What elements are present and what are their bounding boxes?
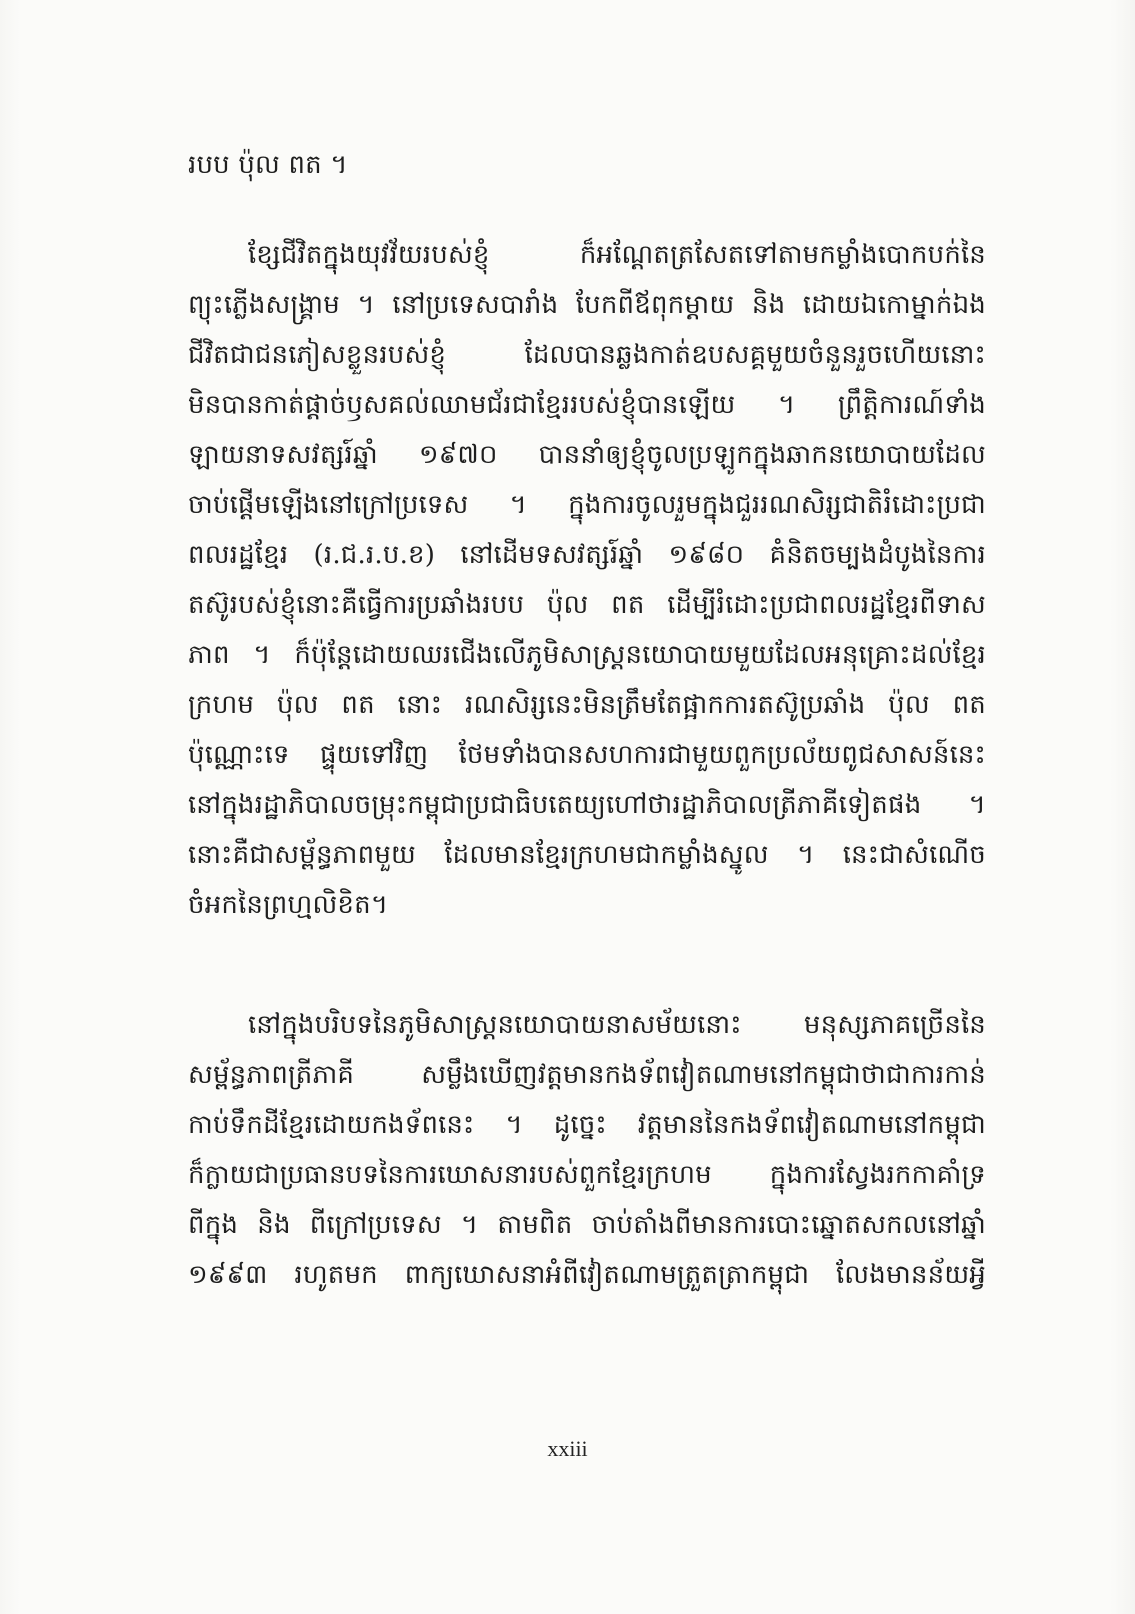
paragraph-line: នៅក្នុងរដ្ឋាភិបាលចម្រុះកម្ពុជាប្រជាធិបតេយ្យហៅថារដ្ឋាភិបាលត្រីភាគីទៀតផង ។ xyxy=(188,790,986,820)
paragraph-line: ខ្សែជីវិតក្នុងយុវវ័យរបស់ខ្ញុំ ក៏អណ្តែតត្រសែតទៅតាមកម្លាំងបោកបក់នៃ xyxy=(248,240,986,270)
paragraph-line: ចាប់ផ្តើមឡើងនៅក្រៅប្រទេស ។ ក្នុងការចូលរួមក្នុងជួររណសិរ្សជាតិរំដោះប្រជា xyxy=(188,490,986,520)
paragraph-line: ក្រហម ប៉ុល ពត នោះ រណសិរ្សនេះមិនត្រឹមតែផ្អាកការតស៊ូប្រឆាំង ប៉ុល ពត xyxy=(188,690,986,720)
paragraph-line: ចំអកនៃព្រហ្មលិខិត។ xyxy=(188,890,389,920)
paragraph-line: ព្យុះភ្លើងសង្គ្រាម ។ នៅប្រទេសបារាំង បែកពីឪពុកម្តាយ និង ដោយឯកោម្នាក់ឯង xyxy=(188,290,986,320)
paragraph-line: ភាព ។ ក៏ប៉ុន្តែដោយឈរជើងលើភូមិសាស្ត្រនយោបាយមួយដែលអនុគ្រោះដល់ខ្មែរ xyxy=(188,640,986,670)
paragraph-line: ពលរដ្ឋខ្មែរ (រ.ជ.រ.ប.ខ) នៅដើមទសវត្សរ៍ឆ្នាំ ១៩៨០ គំនិតចម្បងដំបូងនៃការ xyxy=(188,540,986,570)
paragraph-line: ជីវិតជាជនភៀសខ្លួនរបស់ខ្ញុំ ដែលបានឆ្លងកាត់ឧបសគ្គមួយចំនួនរួចហើយនោះ xyxy=(188,340,986,370)
paragraph-line: តស៊ូរបស់ខ្ញុំនោះគឺធ្វើការប្រឆាំងរបប ប៉ុល ពត ដើម្បីរំដោះប្រជាពលរដ្ឋខ្មែរពីទាស xyxy=(188,590,986,620)
continuation-line-block xyxy=(188,140,986,190)
paragraph-2 xyxy=(188,1000,986,1300)
page-number: xxiii xyxy=(547,1436,588,1461)
paragraph-line: ក៏ក្លាយជាប្រធានបទនៃការឃោសនារបស់ពួកខ្មែរក្រហម ក្នុងការស្វែងរកកាគាំទ្រ xyxy=(188,1160,986,1190)
paragraph-line: នៅក្នុងបរិបទនៃភូមិសាស្ត្រនយោបាយនាសម័យនោះ មនុស្សភាគច្រើននៃ xyxy=(248,1010,986,1040)
paragraph-line: មិនបានកាត់ផ្តាច់ឫសគល់ឈាមជ័រជាខ្មែររបស់ខ្ញុំបានឡើយ ។ ព្រឹត្តិការណ៍ទាំង xyxy=(188,390,986,420)
paragraph-line: ឡាយនាទសវត្សរ៍ឆ្នាំ ១៩៧០ បាននាំឲ្យខ្ញុំចូលប្រឡូកក្នុងឆាកនយោបាយដែល xyxy=(188,440,986,470)
paragraph-line: សម្ព័ន្ធភាពត្រីភាគី សម្លឹងឃើញវត្តមានកងទ័ពវៀតណាមនៅកម្ពុជាថាជាការកាន់ xyxy=(188,1060,986,1090)
paragraph-line: ពីក្នុង និង ពីក្រៅប្រទេស ។ តាមពិត ចាប់តាំងពីមានការបោះឆ្នោតសកលនៅឆ្នាំ xyxy=(188,1210,986,1240)
paragraph-line: កាប់ទឹកដីខ្មែរដោយកងទ័ពនេះ ។ ដូច្នេះ វត្តមាននៃកងទ័ពវៀតណាមនៅកម្ពុជា xyxy=(188,1110,986,1140)
paragraph-line: ប៉ុណ្ណោះទេ ផ្ទុយទៅវិញ ថែមទាំងបានសហការជាមួយពួកប្រល័យពូជសាសន៍នេះ xyxy=(188,740,986,770)
paragraph-line: ១៩៩៣ រហូតមក ពាក្យឃោសនាអំពីវៀតណាមត្រួតត្រាកម្ពុជា លែងមានន័យអ្វី xyxy=(188,1260,986,1290)
paragraph-1 xyxy=(188,230,986,930)
continuation-line: របប ប៉ុល ពត ។ xyxy=(188,150,348,180)
paragraph-line: នោះគឺជាសម្ព័ន្ធភាពមួយ ដែលមានខ្មែរក្រហមជាកម្លាំងស្នូល ។ នេះជាសំណើច xyxy=(188,840,986,870)
